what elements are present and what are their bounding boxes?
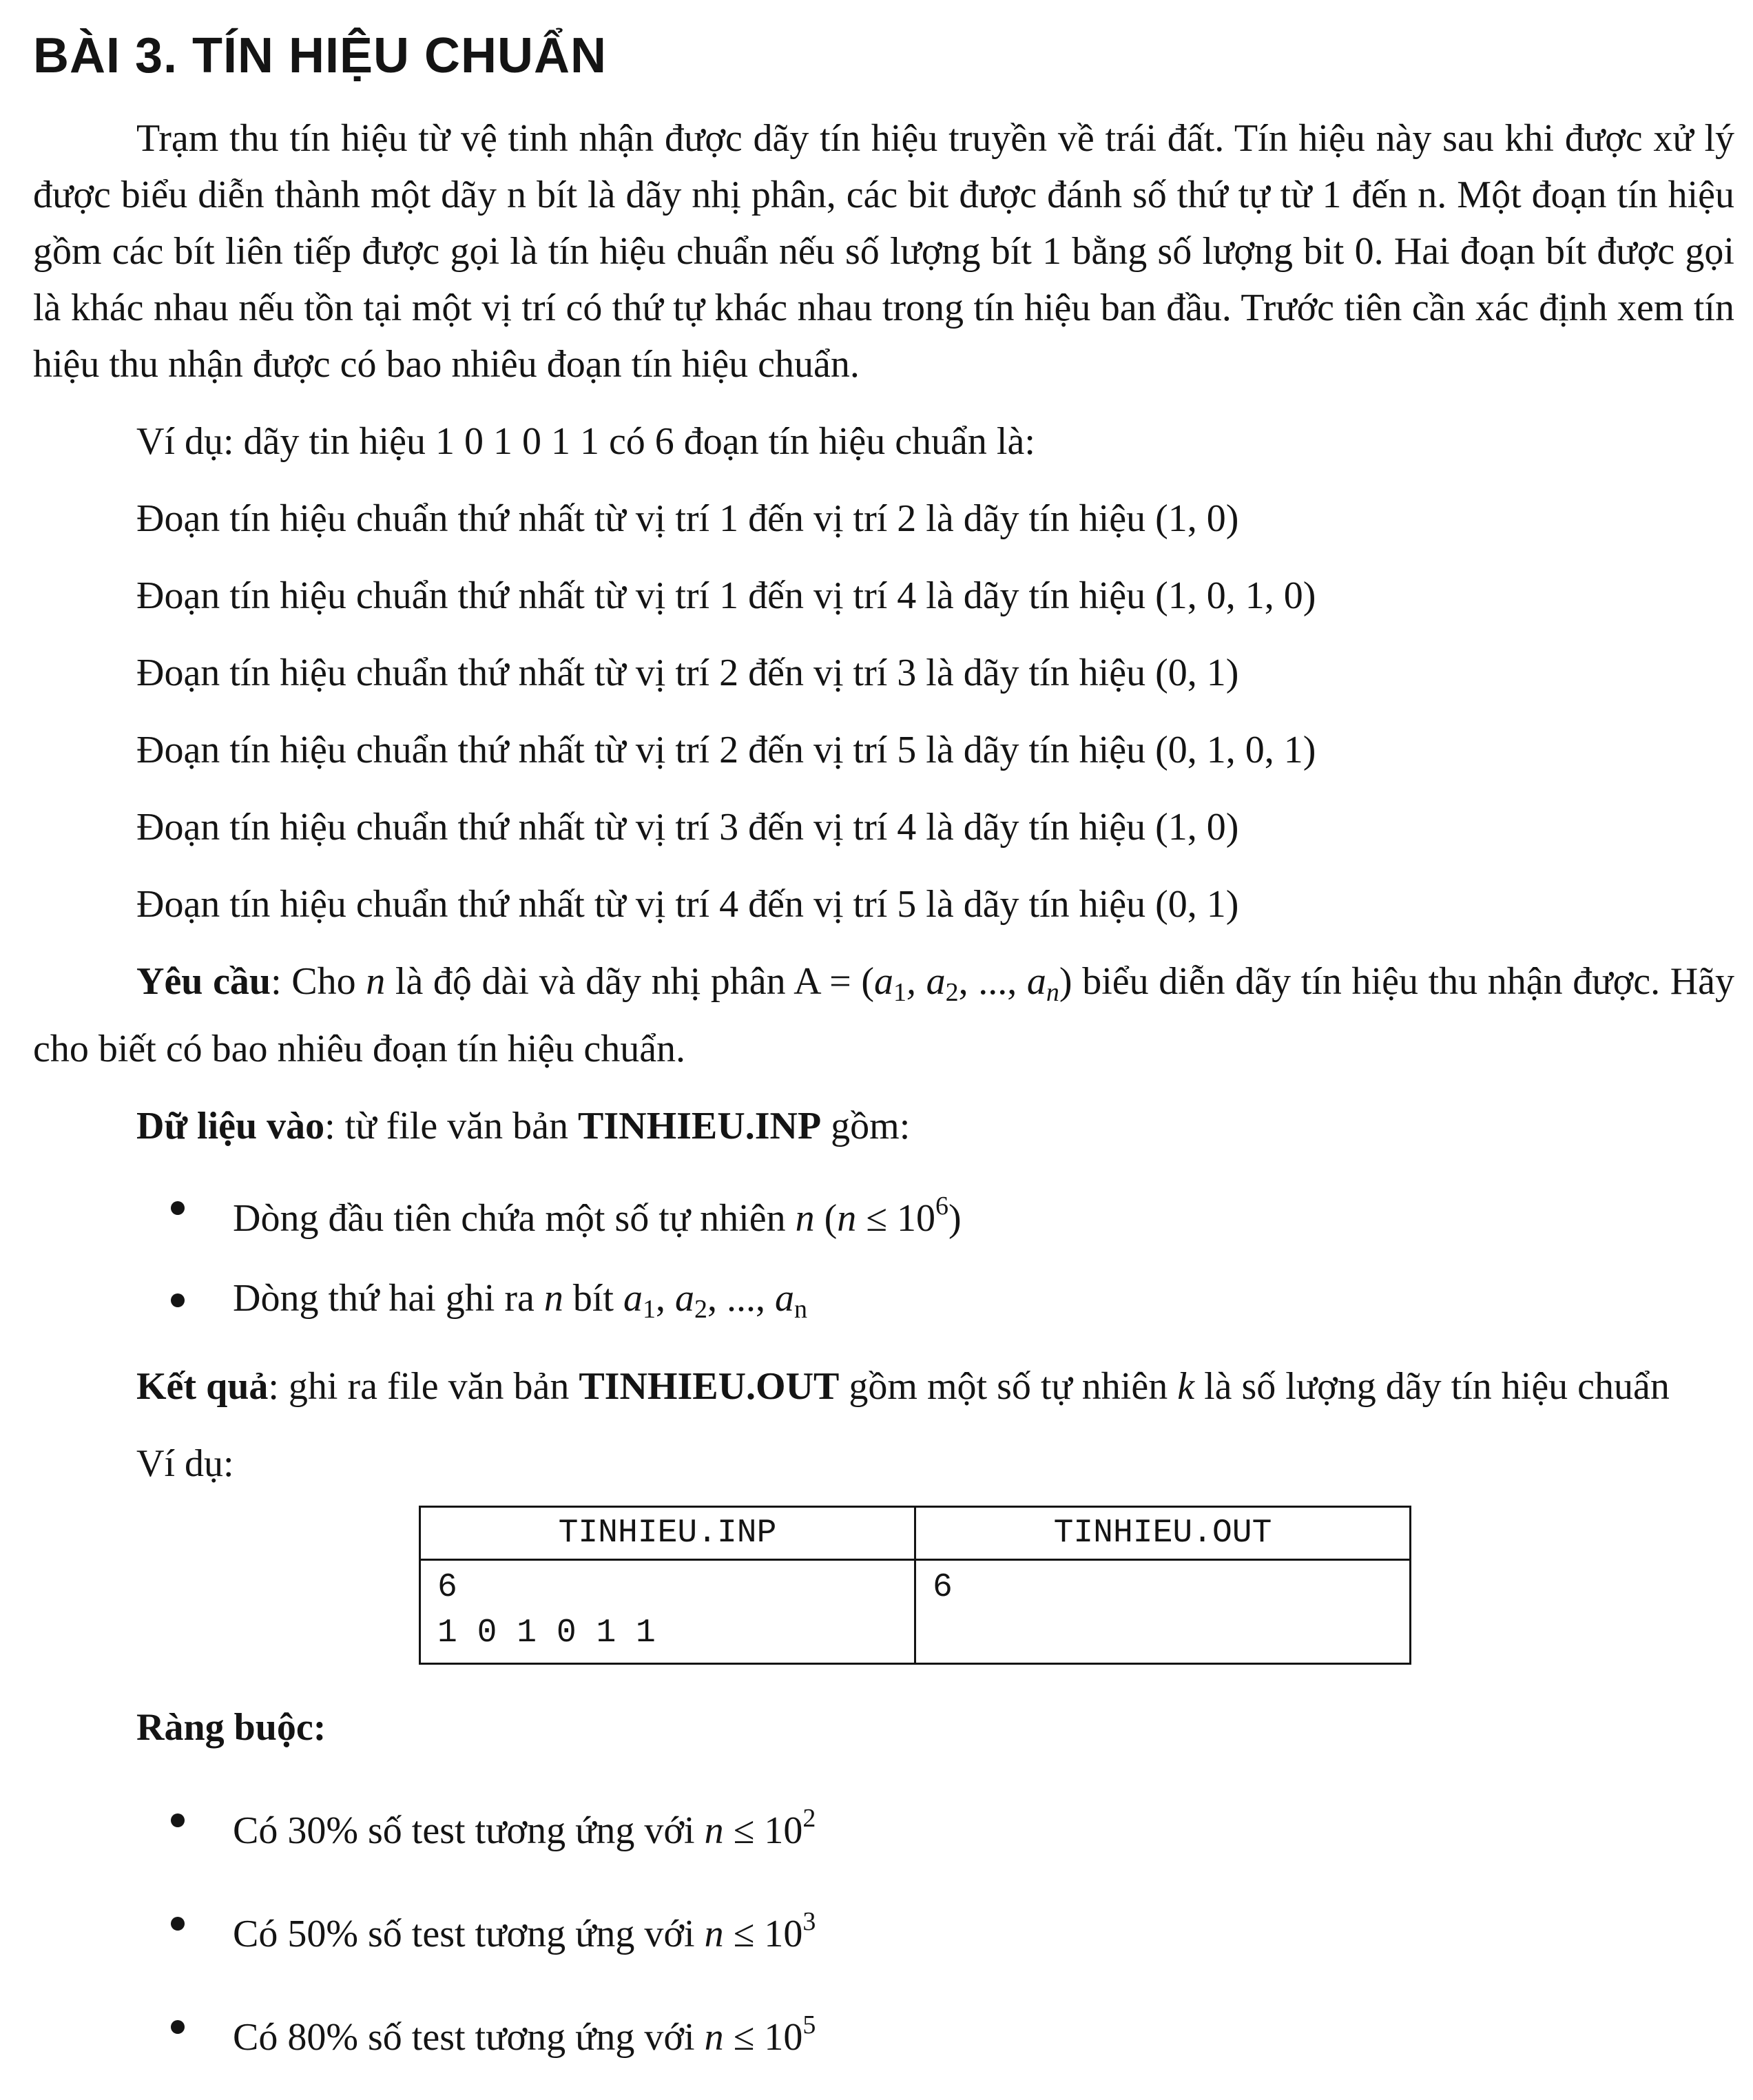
table-header-row xyxy=(420,1507,1411,1560)
input-filename: TINHIEU.INP xyxy=(577,1105,822,1147)
example-segment: Đoạn tín hiệu chuẩn thứ nhất từ vị trí 1 đến vị trí 2 là dãy tín hiệu (1, 0) xyxy=(136,497,1239,540)
example-segment: Đoạn tín hiệu chuẩn thứ nhất từ vị trí 1 đến vị trí 4 là dãy tín hiệu (1, 0, 1, 0) xyxy=(136,574,1316,617)
bullet-icon xyxy=(171,1917,185,1931)
sample-io-table xyxy=(419,1506,1411,1665)
bullet-icon xyxy=(171,2020,185,2034)
output-filename: TINHIEU.OUT xyxy=(579,1365,840,1408)
output-paragraph: Kết quả: ghi ra file văn bản TINHIEU.OUT gồm một số tự nhiên k là số lượng dãy tín hiệu chuẩn xyxy=(136,1365,1670,1408)
list-item: Dòng đầu tiên chứa một số tự nhiên n $(n \le 10^6)$ xyxy=(33,1178,1734,1247)
list-item: Có 30% số test tương ứng với $n \le 10^2$ xyxy=(33,1790,1734,1859)
bullet-icon xyxy=(171,1293,185,1307)
table-header-output: TINHIEU.OUT xyxy=(915,1507,1411,1560)
input-heading: Dữ liệu vào: từ file văn bản TINHIEU.INP gồm: xyxy=(136,1105,911,1147)
constraints-heading: Ràng buộc: xyxy=(136,1706,326,1749)
sample-input-cell: 6 1 0 1 0 1 1 xyxy=(420,1560,915,1664)
list-item: Dòng thứ hai ghi ra n bít $a_1$, $a_2$, ..., $a_n$ xyxy=(33,1270,1734,1338)
bullet-icon xyxy=(171,1813,185,1827)
problem-title: BÀI 3. TÍN HIỆU CHUẨN xyxy=(33,28,608,83)
input-label: Dữ liệu vào xyxy=(136,1105,325,1147)
document-page xyxy=(33,28,1734,2066)
requirement-label: Yêu cầu xyxy=(136,960,271,1003)
sample-label: Ví dụ: xyxy=(136,1442,234,1485)
example-segment: Đoạn tín hiệu chuẩn thứ nhất từ vị trí 2 đến vị trí 5 là dãy tín hiệu (0, 1, 0, 1) xyxy=(136,729,1316,771)
problem-description: Trạm thu tín hiệu từ vệ tinh nhận được dãy tín hiệu truyền về trái đất. Tín hiệu này sau khi được xử lý được biểu diễn thành một dãy n bít là dãy nhị phân, các bit được đánh số thứ tự từ 1 đến n. Một đoạn tín hiệu gồm các bít liên tiếp được gọi là tín hiệu chuẩn nếu số lượng bít 1 bằng số lượng bit 0. Hai đoạn bít được gọi là khác nhau nếu tồn tại một vị trí có thứ tự khác nhau trong tín hiệu ban đầu. Trước tiên cần xác định xem tín hiệu thu nhận được có bao nhiêu đoạn tín hiệu chuẩn. xyxy=(33,117,1734,386)
table-row xyxy=(420,1560,1411,1664)
list-item: Có 80% số test tương ứng với $n \le 10^5$ xyxy=(33,1997,1734,2066)
table-header-input: TINHIEU.INP xyxy=(420,1507,915,1560)
output-label: Kết quả xyxy=(136,1365,269,1408)
bullet-icon xyxy=(171,1201,185,1215)
input-format-list xyxy=(33,1178,1734,1338)
example-segment: Đoạn tín hiệu chuẩn thứ nhất từ vị trí 2 đến vị trí 3 là dãy tín hiệu (0, 1) xyxy=(136,652,1239,694)
requirement-paragraph: Yêu cầu: Cho n là độ dài và dãy nhị phân $A = (a_1$, $a_2$, ..., $a_n$) biểu diễn dãy tín hiệu thu nhận được. Hãy cho biết có bao nhiêu đoạn tín hiệu chuẩn. xyxy=(33,960,1734,1070)
example-segment: Đoạn tín hiệu chuẩn thứ nhất từ vị trí 3 đến vị trí 4 là dãy tín hiệu (1, 0) xyxy=(136,806,1239,849)
list-item: Có 50% số test tương ứng với $n \le 10^3$ xyxy=(33,1893,1734,1962)
sample-output-cell: 6 xyxy=(915,1560,1411,1664)
example-intro: Ví dụ: dãy tin hiệu 1 0 1 0 1 1 có 6 đoạn tín hiệu chuẩn là: xyxy=(136,420,1035,463)
example-segment: Đoạn tín hiệu chuẩn thứ nhất từ vị trí 4 đến vị trí 5 là dãy tín hiệu (0, 1) xyxy=(136,883,1239,926)
constraints-list xyxy=(33,1790,1734,2066)
